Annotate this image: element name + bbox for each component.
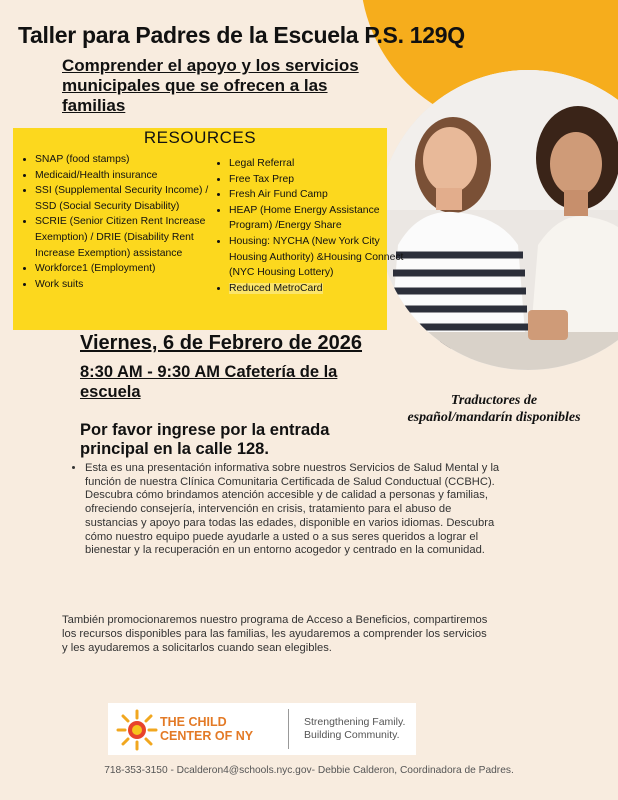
tagline-line1: Strengthening Family. xyxy=(304,716,406,728)
logo-tagline xyxy=(304,716,405,742)
sun-logo-icon xyxy=(116,709,158,751)
tagline-line2: Building Community. xyxy=(304,729,400,741)
resources-box xyxy=(13,128,404,330)
list-item: • SSI (Supplemental Security Income) / SSD (Social Security Disability) xyxy=(35,183,215,214)
logo-wordmark xyxy=(160,715,253,743)
list-item: • Free Tax Prep xyxy=(229,172,407,188)
child-center-logo xyxy=(108,703,416,755)
list-item: • Housing: NYCHA (New York City Housing Authority) &Housing Connect (NYC Housing Lottery) xyxy=(229,234,407,281)
contact-footer: 718-353-3150 - Dcalderon4@schools.nyc.gov- Debbie Calderon, Coordinadora de Padres. xyxy=(104,765,514,776)
page-subtitle: Comprender el apoyo y los servicios municipales que se ofrecen a las familias xyxy=(62,56,359,115)
logo-line1: THE CHILD xyxy=(160,715,227,729)
translators-note: Traductores de español/mandarín disponibles xyxy=(407,393,581,425)
list-item: • Legal Referral xyxy=(229,156,407,172)
list-item: • Fresh Air Fund Camp xyxy=(229,187,407,203)
list-item: • Work suits xyxy=(35,277,215,293)
resources-list-right xyxy=(207,156,407,296)
metrocard-label: Reduced MetroCard xyxy=(229,282,323,294)
info-bullet: • Esta es una presentación informativa sobre nuestros Servicios de Salud Mental y la función de nuestra Clínica Comunitaria Certificada de Salud Conductual (CCBHC). Descubra cómo brindamos atención accesible y de calidad a personas y familias, ofreciendo consejería, intervención en crisis, tratamiento para el abuso de sustancias y apoyo para todas las edades, disponible en varios idiomas. Descubra cómo nuestro equipo puede ayudarle a usted o a sus seres queridos a lograr el bienestar y la recuperación en un entorno acogedor y centrado en la comunidad. xyxy=(85,462,505,558)
info-list xyxy=(70,462,505,558)
benefits-paragraph: También promocionaremos nuestro programa de Acceso a Beneficios, compartiremos los recursos disponibles para las familias, les ayudaremos a comprender los servicios y les ayudaremos a solicitarlos cuando sean elegibles. xyxy=(62,614,488,654)
logo-divider xyxy=(288,709,289,749)
logo-line2: CENTER OF NY xyxy=(160,729,254,743)
parents-photo xyxy=(378,70,618,370)
list-item: • Workforce1 (Employment) xyxy=(35,261,215,277)
list-item xyxy=(229,281,407,297)
list-item: • Medicaid/Health insurance xyxy=(35,168,215,184)
resources-heading: RESOURCES xyxy=(143,128,257,147)
page-title: Taller para Padres de la Escuela P.S. 129Q xyxy=(18,22,465,48)
event-time-place: 8:30 AM - 9:30 AM Cafetería de la escuela xyxy=(80,363,338,401)
list-item: • HEAP (Home Energy Assistance Program) /Energy Share xyxy=(229,203,407,234)
list-item: • SCRIE (Senior Citizen Rent Increase Exemption) / DRIE (Disability Rent Increase Exemption) assistance xyxy=(35,214,215,261)
entrance-note: Por favor ingrese por la entrada principal en la calle 128. xyxy=(80,421,330,458)
two-women-illustration xyxy=(378,70,618,370)
list-item: • SNAP (food stamps) xyxy=(35,152,215,168)
resources-list-left xyxy=(13,152,215,292)
event-date: Viernes, 6 de Febrero de 2026 xyxy=(80,332,363,354)
